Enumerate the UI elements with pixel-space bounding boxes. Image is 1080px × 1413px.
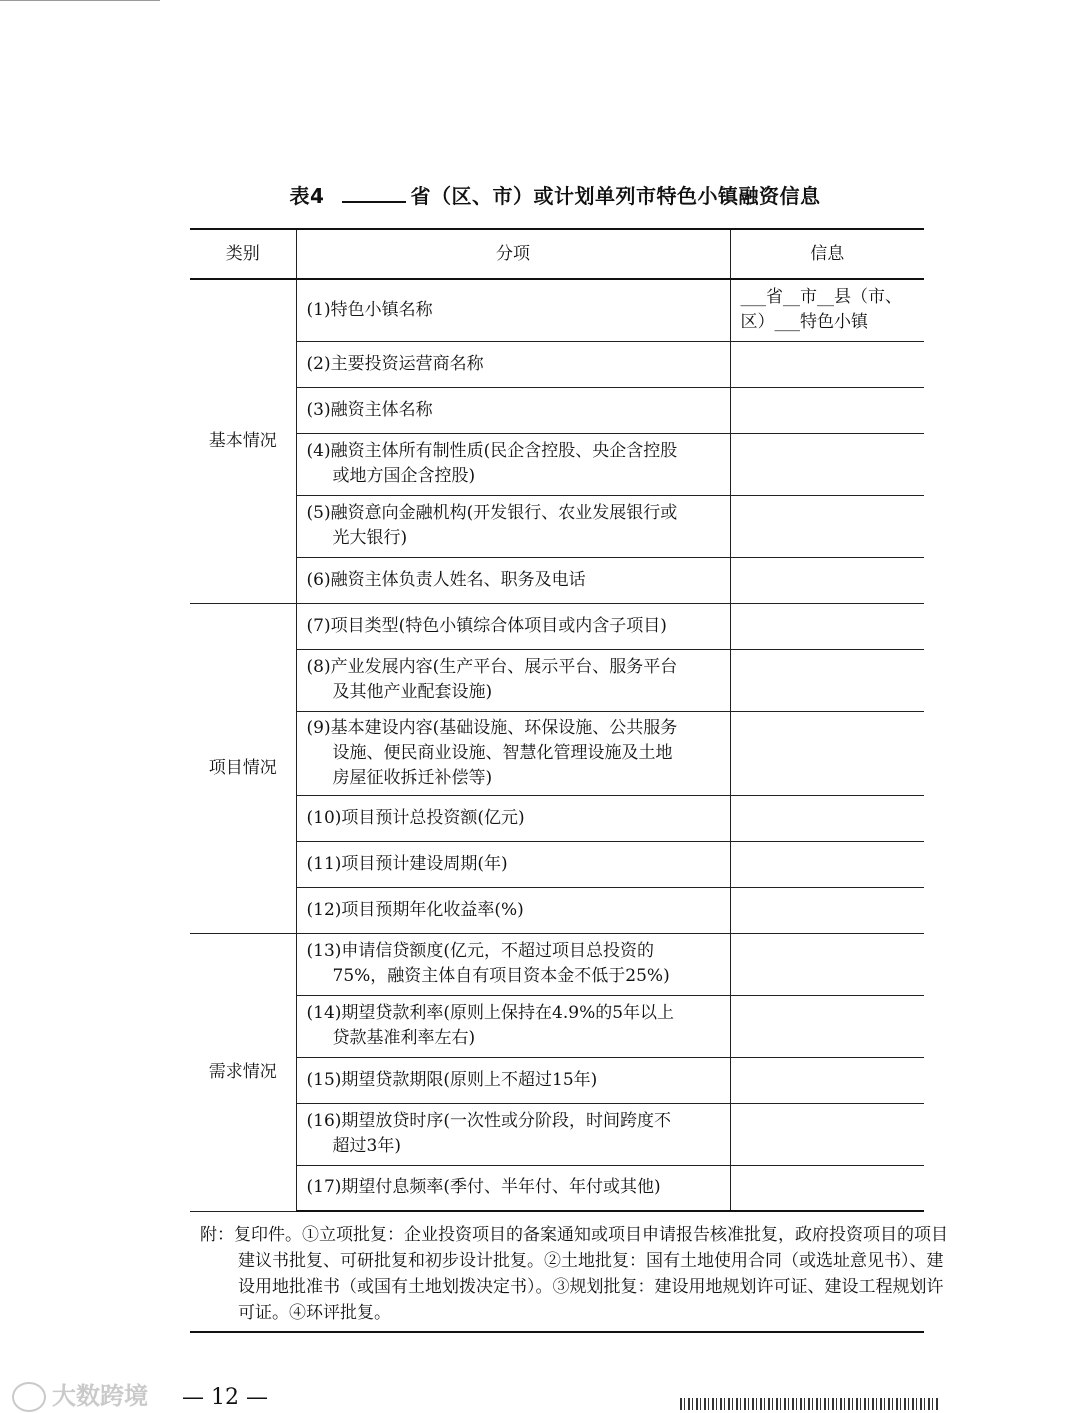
table-row (190, 995, 924, 1057)
info-cell[interactable] (730, 711, 924, 795)
category-cell: 需求情况 (190, 933, 296, 1211)
info-text: ___省__市__县（市、 (740, 287, 902, 308)
info-cell[interactable] (730, 1057, 924, 1103)
table-row (190, 841, 924, 887)
item-text: (12)项目预期年化收益率(%) (306, 899, 524, 920)
table-row (190, 1165, 924, 1211)
scan-edge-line (0, 0, 160, 1)
page-number: — 12 — (182, 1385, 268, 1410)
province-blank (342, 183, 406, 203)
table-number: 表4 (289, 184, 325, 208)
item-text: (14)期望贷款利率(原则上保持在4.9%的5年以上 (306, 1003, 675, 1023)
item-text: (13)申请信贷额度(亿元，不超过项目总投资的 (306, 941, 655, 961)
table-row (190, 341, 924, 387)
header-item: 分项 (296, 229, 730, 279)
item-text: 及其他产业配套设施) (332, 682, 493, 702)
table-row (190, 795, 924, 841)
item-text: (6)融资主体负责人姓名、职务及电话 (306, 569, 586, 590)
item-text: 房屋征收拆迁补偿等) (332, 767, 493, 788)
table-row (190, 387, 924, 433)
info-cell[interactable] (730, 495, 924, 557)
title-text: 省（区、市）或计划单列市特色小镇融资信息 (410, 184, 821, 208)
category-cell: 基本情况 (190, 279, 296, 603)
table-row (190, 1057, 924, 1103)
info-cell[interactable] (730, 557, 924, 603)
table-row (190, 603, 924, 649)
item-cell (296, 933, 730, 995)
item-text: (3)融资主体名称 (306, 399, 433, 420)
info-text: 区）___特色小镇 (740, 312, 868, 333)
financing-info-table (190, 228, 924, 1212)
category-cell: 项目情况 (190, 603, 296, 933)
item-cell (296, 387, 730, 433)
table-row (190, 711, 924, 795)
scan-barcode-strip (680, 1398, 940, 1410)
item-text: 贷款基准利率左右) (332, 1028, 476, 1048)
item-text: 光大银行) (332, 528, 408, 548)
item-cell (296, 649, 730, 711)
item-cell (296, 495, 730, 557)
item-cell (296, 841, 730, 887)
item-cell (296, 557, 730, 603)
item-text: (2)主要投资运营商名称 (306, 353, 484, 374)
table-row (190, 279, 924, 341)
info-cell[interactable] (730, 387, 924, 433)
item-cell (296, 279, 730, 341)
item-text: (10)项目预计总投资额(亿元) (306, 807, 525, 828)
item-cell (296, 341, 730, 387)
item-text: 或地方国企含控股) (332, 466, 476, 486)
info-cell[interactable] (730, 841, 924, 887)
table-row (190, 495, 924, 557)
item-cell (296, 1165, 730, 1211)
info-cell[interactable] (730, 887, 924, 933)
info-cell[interactable] (730, 433, 924, 495)
info-cell[interactable] (730, 649, 924, 711)
item-text: (4)融资主体所有制性质(民企含控股、央企含控股 (306, 441, 678, 461)
item-cell (296, 711, 730, 795)
info-cell[interactable] (730, 341, 924, 387)
item-cell (296, 1057, 730, 1103)
item-text: (8)产业发展内容(生产平台、展示平台、服务平台 (306, 657, 678, 677)
item-text: 超过3年) (332, 1136, 401, 1156)
table-row (190, 1103, 924, 1165)
footnote: 附：复印件。①立项批复：企业投资项目的备案通知或项目申请报告核准批复，政府投资项目的项目建议书批复、可研批复和初步设计批复。②土地批复：国有土地使用合同（或选址意见书）、建设用地批准书（或国有土地划拨决定书）。③规划批复：建设用地规划许可证、建设工程规划许可证。④环评批复。 (200, 1225, 948, 1323)
page-title (0, 180, 1080, 209)
item-text: (7)项目类型(特色小镇综合体项目或内含子项目) (306, 615, 667, 636)
table-body (190, 279, 924, 1211)
header-info: 信息 (730, 229, 924, 279)
item-text: (17)期望付息频率(季付、半年付、年付或其他) (306, 1177, 661, 1198)
item-cell (296, 1103, 730, 1165)
item-cell (296, 795, 730, 841)
item-cell (296, 887, 730, 933)
item-cell (296, 995, 730, 1057)
info-cell[interactable] (730, 795, 924, 841)
info-cell[interactable] (730, 933, 924, 995)
info-cell[interactable] (730, 1103, 924, 1165)
info-cell[interactable] (730, 1165, 924, 1211)
item-text: (15)期望贷款期限(原则上不超过15年) (306, 1069, 598, 1090)
table-header-row (190, 229, 924, 279)
item-text: 75%，融资主体自有项目资本金不低于25%) (332, 966, 670, 986)
bottom-rule (190, 1331, 924, 1333)
item-text: (11)项目预计建设周期(年) (306, 853, 508, 874)
info-cell[interactable] (730, 603, 924, 649)
watermark-logo-icon (12, 1382, 46, 1412)
item-text: (1)特色小镇名称 (306, 299, 433, 320)
table-row (190, 887, 924, 933)
item-cell (296, 603, 730, 649)
table-row (190, 933, 924, 995)
item-text: (16)期望放贷时序(一次性或分阶段，时间跨度不 (306, 1111, 672, 1131)
item-text: 设施、便民商业设施、智慧化管理设施及土地 (332, 742, 673, 763)
item-text: (9)基本建设内容(基础设施、环保设施、公共服务 (306, 717, 678, 738)
table-row (190, 557, 924, 603)
table-row (190, 433, 924, 495)
header-category: 类别 (190, 229, 296, 279)
watermark-text: 大数跨境 (52, 1382, 148, 1410)
item-cell (296, 433, 730, 495)
info-cell[interactable] (730, 279, 924, 341)
info-cell[interactable] (730, 995, 924, 1057)
item-text: (5)融资意向金融机构(开发银行、农业发展银行或 (306, 503, 678, 523)
table-row (190, 649, 924, 711)
watermark (12, 1376, 148, 1412)
